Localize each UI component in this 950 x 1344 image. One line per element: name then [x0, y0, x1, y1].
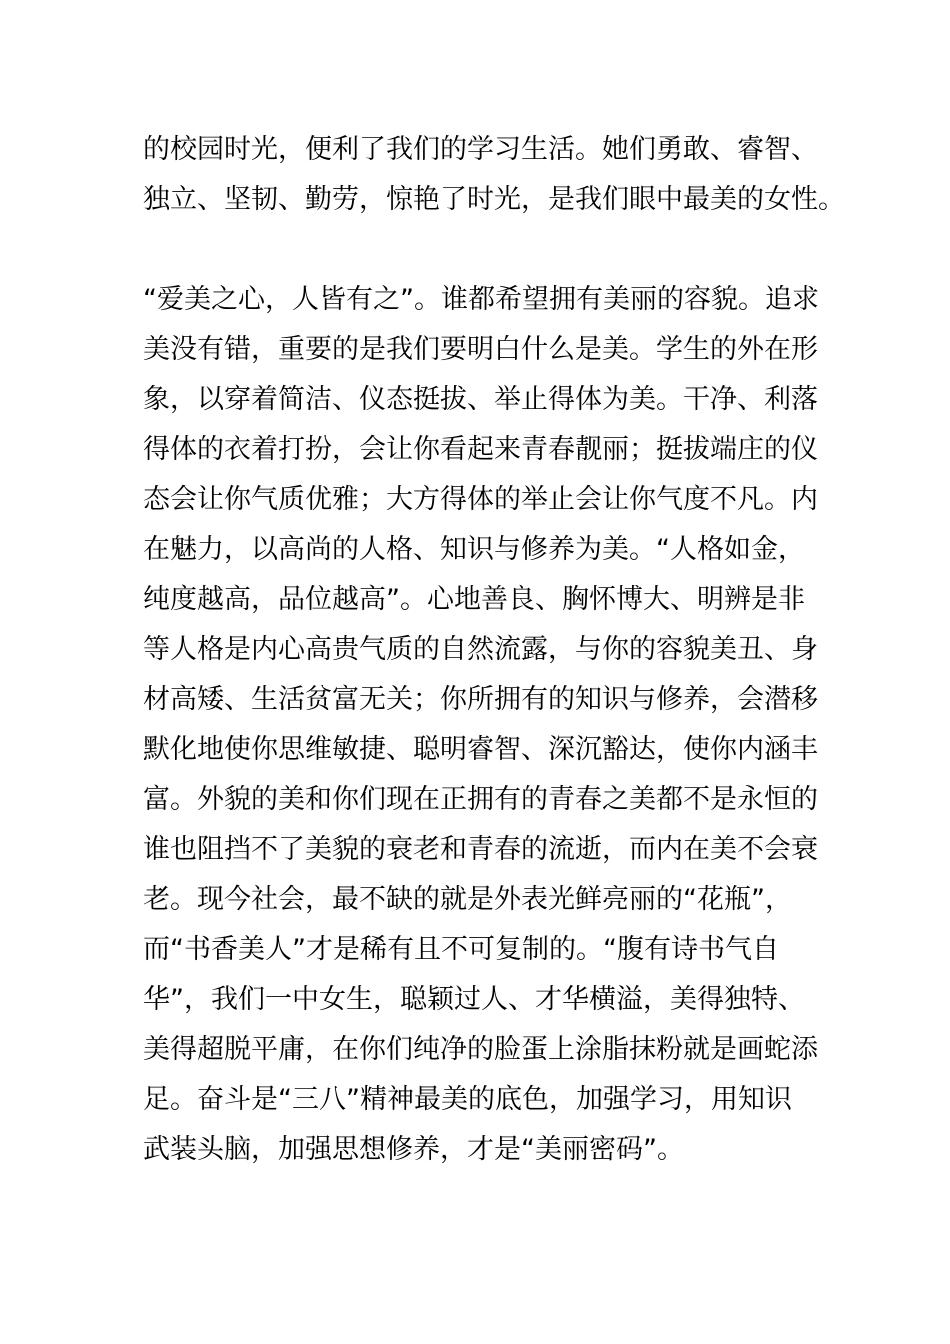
text-line: 华”，我们一中女生，聪颖过人、才华横溢，美得独特、 [143, 984, 805, 1015]
text-line: 在魅力，以高尚的人格、知识与修养为美。“人格如金， [143, 534, 805, 565]
text-line: 美没有错，重要的是我们要明白什么是美。学生的外在形 [143, 334, 818, 365]
text-line: 等人格是内心高贵气质的自然流露，与你的容貌美丑、身 [143, 634, 818, 665]
text-line: 美得超脱平庸，在你们纯净的脸蛋上涂脂抹粉就是画蛇添 [143, 1034, 818, 1065]
text-line: 象，以穿着简洁、仪态挺拔、举止得体为美。干净、利落 [143, 384, 818, 415]
text-line: 足。奋斗是“三八”精神最美的底色，加强学习，用知识 [143, 1084, 792, 1115]
text-line: 谁也阻挡不了美貌的衰老和青春的流逝，而内在美不会衰 [143, 834, 818, 865]
text-line: 而“书香美人”才是稀有且不可复制的。“腹有诗书气自 [143, 934, 779, 965]
text-line: “爱美之心，人皆有之”。谁都希望拥有美丽的容貌。追求 [143, 284, 819, 315]
text-line: 的校园时光，便利了我们的学习生活。她们勇敢、睿智、 [143, 134, 818, 165]
text-line: 得体的衣着打扮，会让你看起来青春靓丽；挺拔端庄的仪 [143, 434, 818, 465]
text-line: 纯度越高，品位越高”。心地善良、胸怀博大、明辨是非 [143, 584, 805, 615]
text-line: 武装头脑，加强思想修养，才是“美丽密码”。 [143, 1134, 684, 1165]
text-line: 默化地使你思维敏捷、聪明睿智、深沉豁达，使你内涵丰 [143, 734, 818, 765]
text-line: 老。现今社会，最不缺的就是外表光鲜亮丽的“花瓶”， [143, 884, 792, 915]
text-line: 材高矮、生活贫富无关；你所拥有的知识与修养，会潜移 [143, 684, 818, 715]
text-line: 独立、坚韧、勤劳，惊艳了时光，是我们眼中最美的女性。 [143, 184, 845, 215]
text-line: 态会让你气质优雅；大方得体的举止会让你气度不凡。内 [143, 484, 818, 515]
text-line: 富。外貌的美和你们现在正拥有的青春之美都不是永恒的 [143, 784, 818, 815]
